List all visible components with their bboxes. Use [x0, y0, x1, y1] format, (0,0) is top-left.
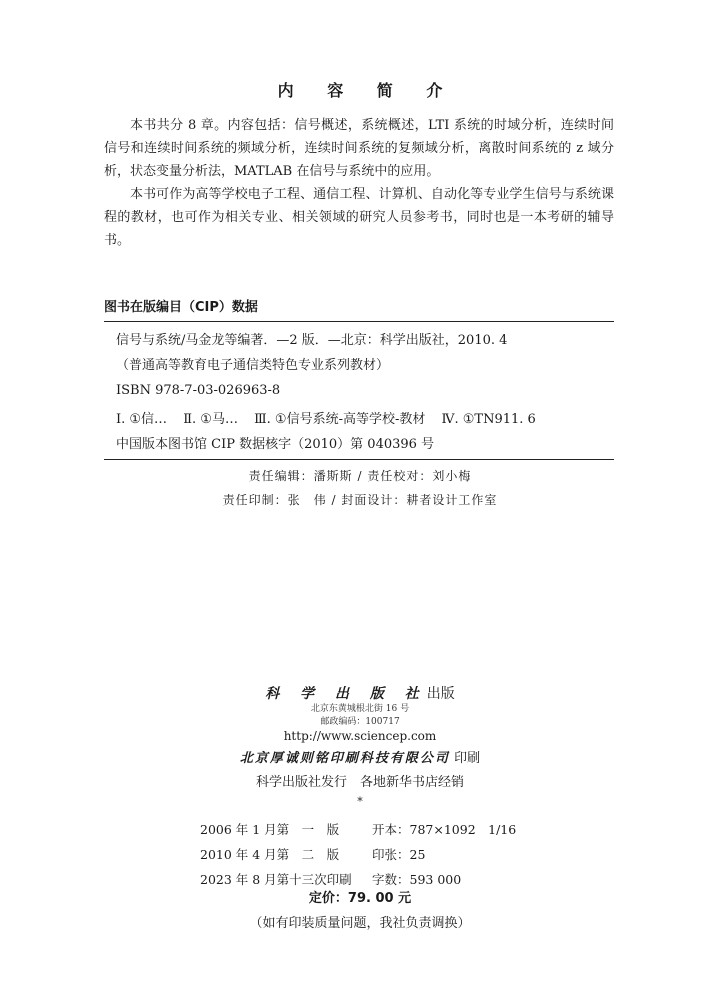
edition-spec: 字数：593 000: [372, 872, 462, 887]
printer-line: [0, 747, 720, 766]
publisher-url: http://www.sciencep.com: [283, 729, 437, 743]
edition-table: [200, 817, 516, 892]
cip-isbn-line: ISBN 978-7-03-026963-8: [116, 383, 281, 398]
section-title: 内 容 简 介: [277, 81, 457, 100]
edition-row: [200, 817, 516, 842]
cip-top-rule: [104, 321, 614, 322]
cip-series-line: （普通高等教育电子通信类特色专业系列教材）: [116, 358, 390, 373]
publisher-suffix: 出版: [426, 686, 455, 702]
edition-date: 2023 年 8 月第十三次印刷: [200, 872, 352, 887]
summary-text: [104, 114, 614, 252]
quality-notice: （如有印装质量问题，我社负责调换）: [249, 916, 471, 931]
classification-item: Ⅳ. ①TN911. 6: [441, 412, 536, 427]
summary-paragraph-2: 本书可作为高等学校电子工程、通信工程、计算机、自动化等专业学生信号与系统课程的教材，也可作为相关专业、相关领域的研究人员参考书，同时也是一本考研的辅导书。: [104, 187, 614, 248]
classification-item: Ⅰ. ①信…: [116, 412, 168, 427]
cip-record: [116, 328, 614, 457]
classification-item: Ⅲ. ①信号系统-高等学校-教材: [254, 412, 426, 427]
staff-line-1: 责任编辑：潘斯斯 / 责任校对：刘小梅: [248, 469, 472, 483]
cip-bottom-rule: [104, 459, 614, 460]
price-label: 定价：79. 00 元: [308, 891, 412, 906]
edition-spec: 印张：25: [372, 847, 426, 862]
cip-classification-line: [116, 407, 614, 432]
edition-date: 2006 年 1 月第 一 版: [200, 822, 340, 837]
summary-paragraph-1: 本书共分 8 章。内容包括：信号概述，系统概述，LTI 系统的时域分析，连续时间信号和连续时间系统的频域分析，连续时间系统的复频域分析，离散时间系统的 z 域分析，状态变量分析法，MATLAB 在信号与系统中的应用。: [104, 118, 614, 179]
cip-heading: 图书在版编目（CIP）数据: [104, 300, 258, 315]
edition-row: [200, 842, 516, 867]
separator-star: *: [357, 795, 363, 808]
publisher-address: 北京东黄城根北街 16 号: [310, 704, 410, 714]
publisher-line: [0, 683, 720, 703]
printer-name: 北京厚诚则铭印刷科技有限公司: [239, 751, 450, 766]
distribution-line: 科学出版社发行 各地新华书店经销: [255, 775, 464, 790]
publisher-postcode: 邮政编码：100717: [320, 717, 400, 727]
staff-line-2: 责任印制：张 伟 / 封面设计：耕者设计工作室: [222, 493, 498, 507]
cip-title-line: 信号与系统/马金龙等编著．—2 版．—北京：科学出版社，2010. 4: [116, 333, 508, 348]
printer-suffix: 印刷: [454, 751, 481, 766]
classification-item: Ⅱ. ①马…: [183, 412, 238, 427]
publisher-name: 科 学 出 版 社: [265, 686, 427, 702]
edition-date: 2010 年 4 月第 二 版: [200, 847, 340, 862]
edition-spec: 开本：787×1092 1/16: [372, 822, 517, 837]
cip-record-number: 中国版本图书馆 CIP 数据核字（2010）第 040396 号: [116, 437, 435, 452]
